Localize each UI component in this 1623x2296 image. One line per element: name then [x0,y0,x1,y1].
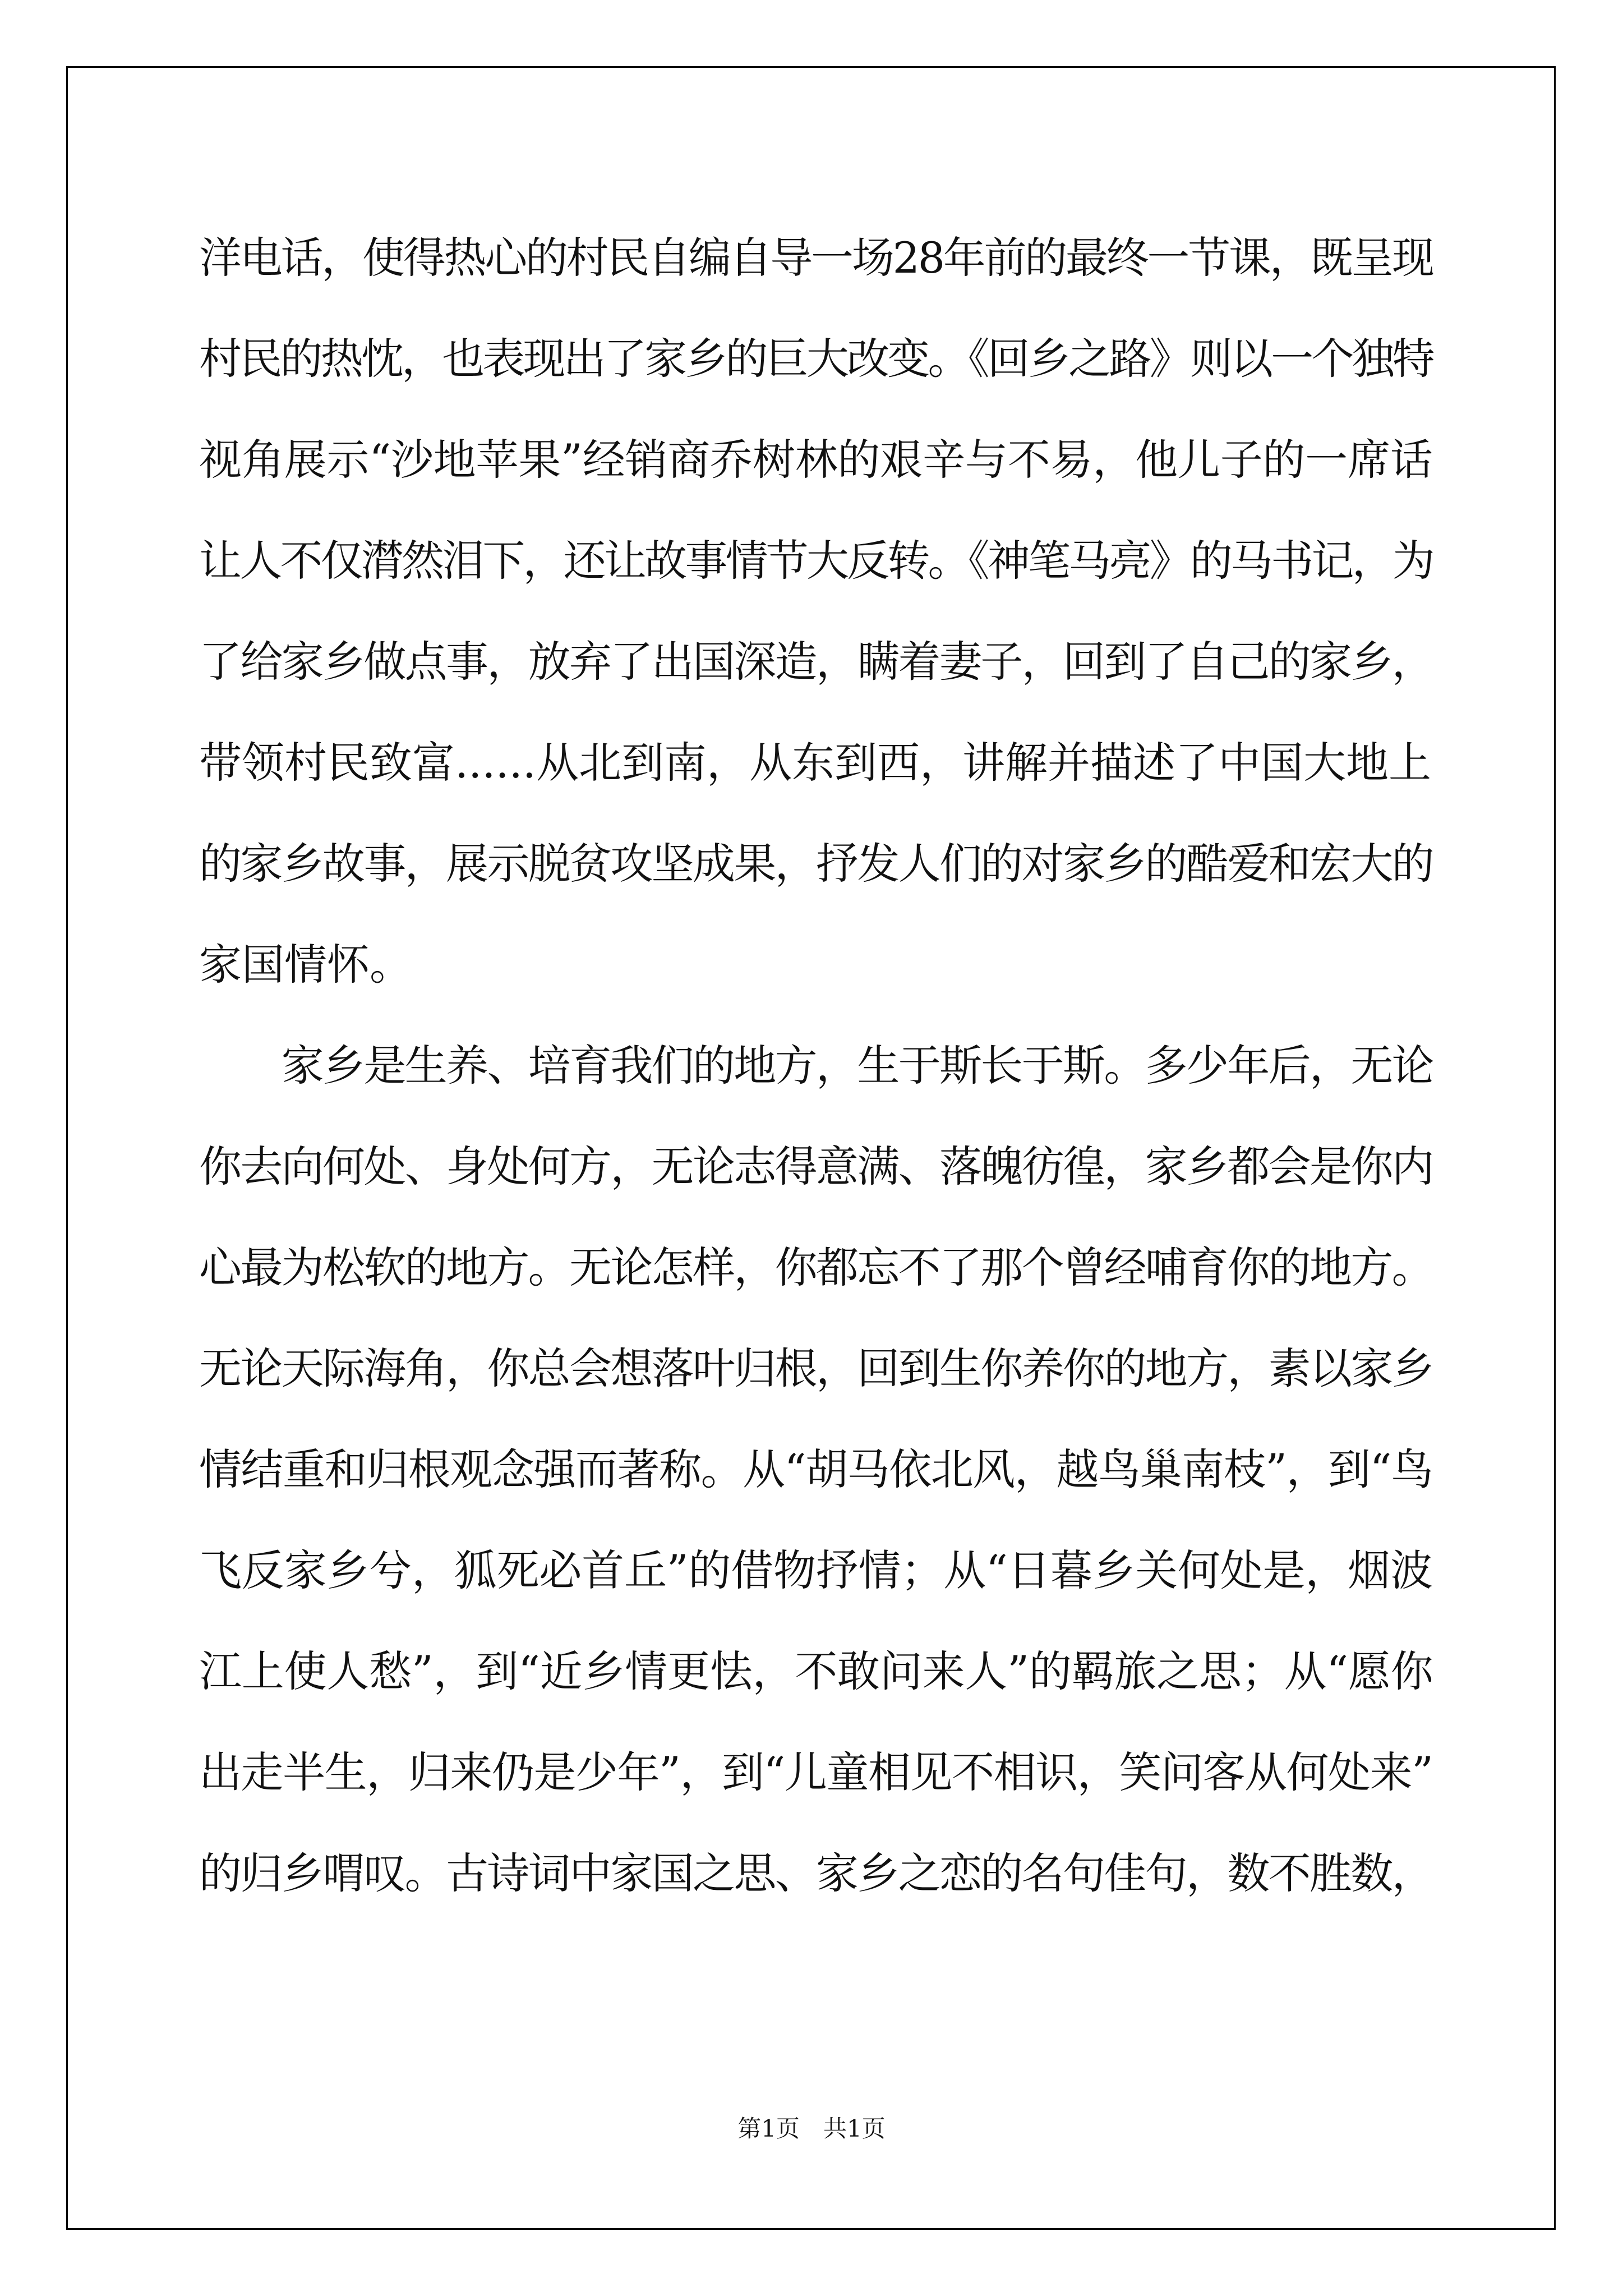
page-footer: 第1页 共1页 [737,2115,886,2142]
text-line: 心最为松软的地方。无论怎样，你都忘不了那个曾经哺育你的地方。 [199,1243,1433,1292]
text-line: 的家乡故事，展示脱贫攻坚成果，抒发人们的对家乡的酷爱和宏大的 [199,839,1433,889]
text-line: 带领村民致富......从北到南，从东到西，讲解并描述了中国大地上 [199,738,1431,788]
text-line: 江上使人愁”，到“近乡情更怯，不敢问来人”的羁旅之思；从“愿你 [199,1646,1433,1696]
text-line: 村民的热忱，也表现出了家乡的巨大改变。《回乡之路》则以一个独特 [199,334,1433,384]
text-line: 让人不仅潸然泪下，还让故事情节大反转。《神笔马亮》的马书记，为 [199,536,1433,586]
text-line: 视角展示“沙地苹果”经销商乔树林的艰辛与不易，他儿子的一席话 [199,435,1433,485]
text-line: 出走半生，归来仍是少年”，到“儿童相见不相识，笑问客从何处来” [199,1747,1433,1797]
text-line: 的归乡喟叹。古诗词中家国之思、家乡之恋的名句佳句，数不胜数， [199,1848,1433,1898]
text-line: 家乡是生养、培育我们的地方，生于斯长于斯。多少年后，无论 [199,1041,1433,1091]
text-line: 家国情怀。 [199,940,412,990]
text-line: 情结重和归根观念强而著称。从“胡马依北风，越鸟巢南枝”，到“鸟 [199,1444,1433,1494]
text-line: 你去向何处、身处何方，无论志得意满、落魄彷徨，家乡都会是你内 [199,1142,1433,1191]
text-line: 了给家乡做点事，放弃了出国深造，瞒着妻子，回到了自己的家乡， [199,637,1433,687]
document-body [199,208,1433,1924]
text-line: 飞反家乡兮，狐死必首丘”的借物抒情；从“日暮乡关何处是，烟波 [199,1545,1433,1595]
text-line: 洋电话，使得热心的村民自编自导一场28年前的最终一节课，既呈现 [199,233,1433,283]
text-line: 无论天际海角，你总会想落叶归根，回到生你养你的地方，素以家乡 [199,1343,1433,1393]
